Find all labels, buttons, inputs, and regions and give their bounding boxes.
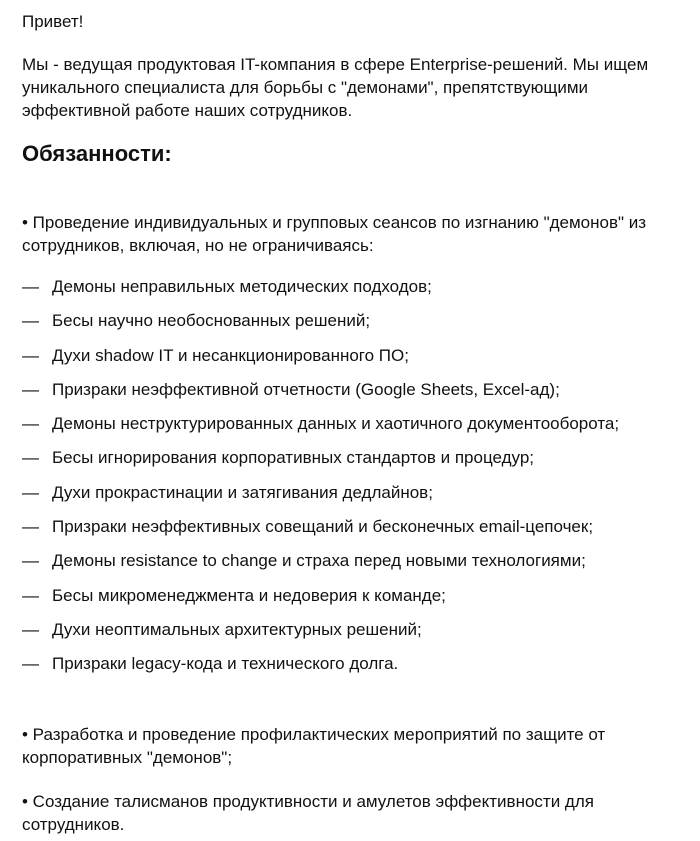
demons-list [22,275,619,687]
dash-marker: — [22,345,39,365]
dash-marker: — [22,414,39,434]
dash-marker: — [22,654,39,674]
greeting: Привет! [22,12,84,31]
list-item [22,481,619,515]
dash-marker: — [22,585,39,605]
bullet-item-prevention: • Разработка и проведение профилактических мероприятий по защите от корпоративных "демонов"; [22,725,606,767]
list-item-text: Бесы игнорирования корпоративных стандартов и процедур; [52,448,535,468]
intro-paragraph: Мы - ведущая продуктовая IT-компания в сфере Enterprise-решений. Мы ищем уникального специалиста для борьбы с "демонами", препятствующими эффективной работе наших сотрудников. [22,55,649,120]
list-item-text: Духи прокрастинации и затягивания дедлайнов; [52,482,433,502]
list-item [22,652,619,686]
list-item-text: Демоны неправильных методических подходов; [52,277,432,296]
dash-marker: — [22,482,39,502]
list-item [22,515,619,549]
list-item-text: Бесы микроменеджмента и недоверия к команде; [52,585,446,605]
list-item [22,412,619,446]
list-item [22,549,619,583]
list-item-text: Духи неоптимальных архитектурных решений; [52,619,422,639]
list-item-text: Духи shadow IT и несанкционированного ПО; [52,345,409,365]
dash-marker: — [22,311,39,331]
list-item [22,344,619,378]
list-item-text: Призраки неэффективных совещаний и бесконечных email-цепочек; [52,517,594,537]
dash-marker: — [22,619,39,639]
bullet-item-exorcism-sessions: • Проведение индивидуальных и групповых сеансов по изгнанию "демонов" из сотрудников, включая, но не ограничиваясь: [22,213,647,255]
list-item [22,618,619,652]
list-item-text: Демоны resistance to change и страха перед новыми технологиями; [52,551,586,571]
list-item [22,309,619,343]
list-item [22,584,619,618]
list-item [22,446,619,480]
dash-marker: — [22,379,39,399]
section-heading: Обязанности: [22,141,172,166]
list-item [22,275,619,309]
dash-marker: — [22,551,39,571]
list-item-text: Демоны неструктурированных данных и хаотичного документооборота; [52,414,620,434]
list-item-text: Призраки legacy-кода и технического долга. [52,654,399,674]
dash-marker: — [22,277,39,296]
dash-marker: — [22,517,39,537]
dash-marker: — [22,448,39,468]
bullet-item-talismans: • Создание талисманов продуктивности и амулетов эффективности для сотрудников. [22,792,594,834]
list-item [22,378,619,412]
list-item-text: Призраки неэффективной отчетности (Google Sheets, Excel-ад); [52,379,560,399]
list-item-text: Бесы научно необоснованных решений; [52,311,371,331]
